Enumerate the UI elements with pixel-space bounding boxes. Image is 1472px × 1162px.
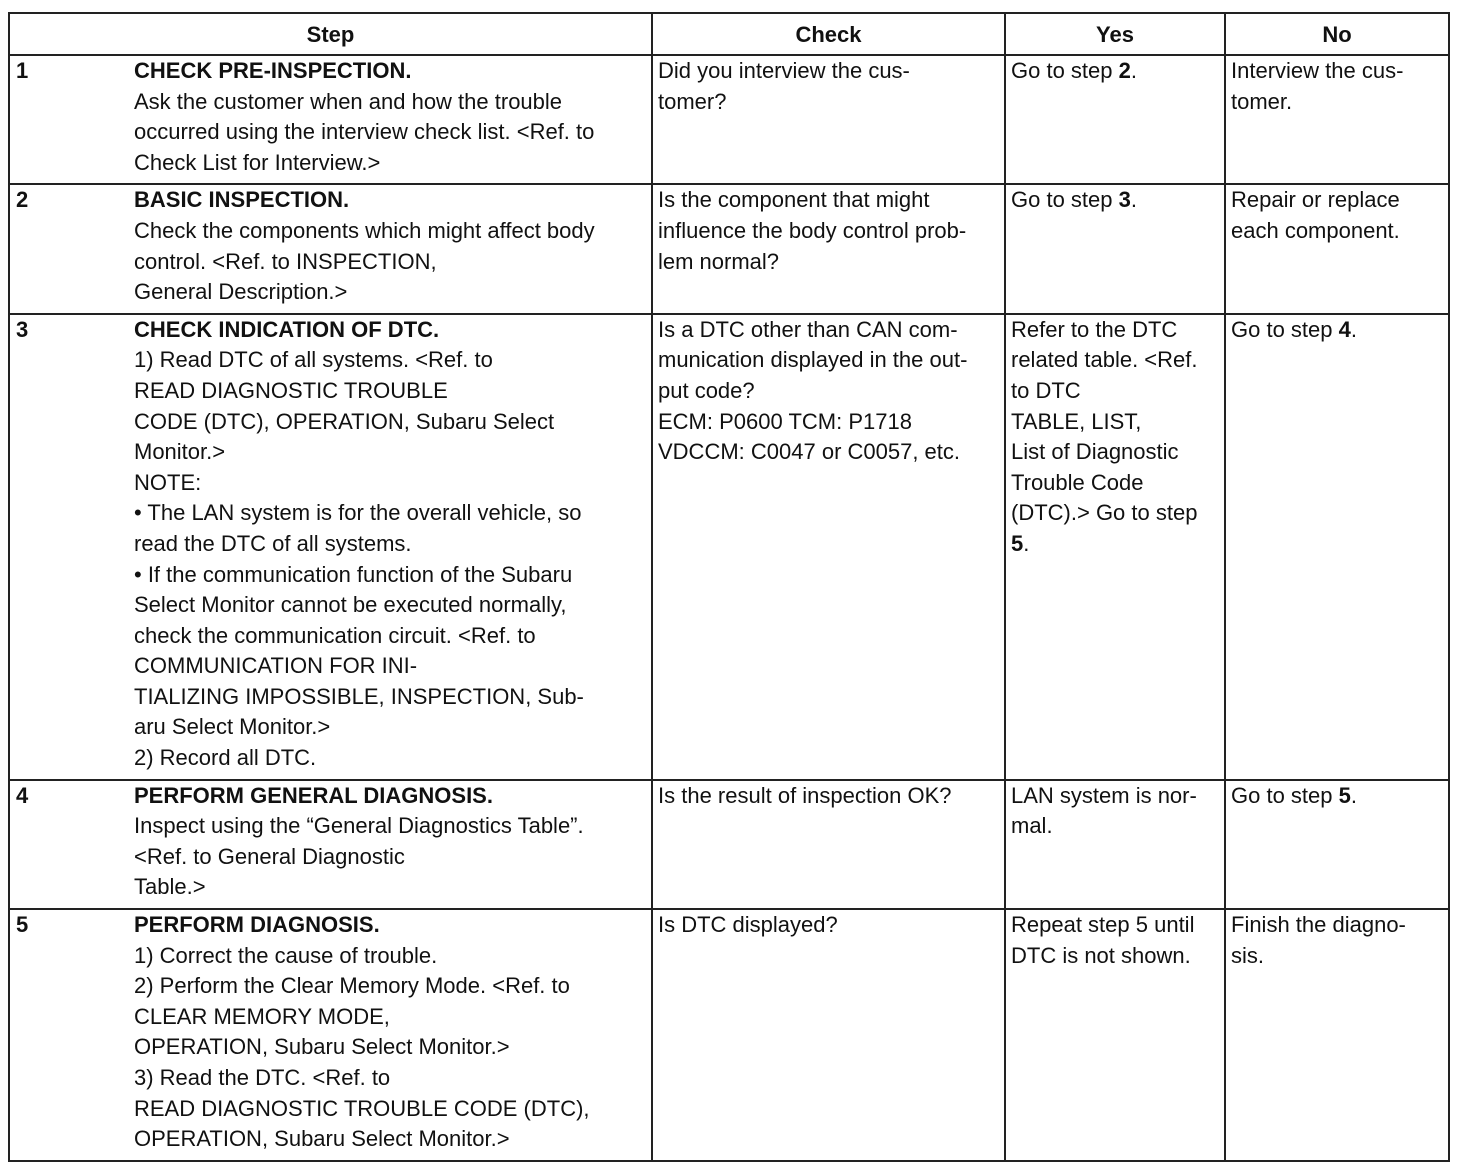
no-text: sis. <box>1231 942 1264 968</box>
step-cell <box>9 780 652 909</box>
no-text: Go to step <box>1231 782 1339 808</box>
header-check: Check <box>652 13 1005 55</box>
step-text: General Description.> <box>134 279 348 305</box>
step-cell <box>9 909 652 1161</box>
header-step: Step <box>9 13 652 55</box>
step-text: 1) Read DTC of all systems. <Ref. to <box>134 347 493 373</box>
step-number: 3 <box>16 316 29 342</box>
yes-text: List of Diagnostic <box>1011 439 1179 465</box>
step-cell <box>9 314 652 780</box>
diagnostic-table <box>8 12 1450 1162</box>
step-text: Monitor.> <box>134 439 226 465</box>
check-cell <box>652 780 1005 909</box>
note-text: check the communication circuit. <Ref. to <box>134 622 536 648</box>
no-cell <box>1225 780 1449 909</box>
table-header-row <box>9 13 1449 55</box>
check-text: ECM: P0600 TCM: P1718 <box>658 408 912 434</box>
yes-text: mal. <box>1011 813 1053 839</box>
yes-text: Trouble Code <box>1011 469 1144 495</box>
step-cell <box>9 184 652 313</box>
table-row <box>9 184 1449 313</box>
check-text: Is the result of inspection OK? <box>658 782 952 808</box>
table-row <box>9 314 1449 780</box>
yes-step-number: 5 <box>1011 530 1024 556</box>
no-text: Interview the cus- <box>1231 58 1404 83</box>
step-text: Inspect using the “General Diagnostics Table”. <box>134 813 584 839</box>
yes-text: DTC is not shown. <box>1011 942 1191 968</box>
no-text: tomer. <box>1231 88 1293 114</box>
step-text: OPERATION, Subaru Select Monitor.> <box>134 1034 510 1060</box>
step-text: 3) Read the DTC. <Ref. to <box>134 1065 391 1090</box>
yes-text: related table. <Ref. <box>1011 347 1198 373</box>
yes-text-end: . <box>1023 530 1030 556</box>
check-text: lem normal? <box>658 248 780 274</box>
no-text: each component. <box>1231 217 1400 243</box>
check-text: Is DTC displayed? <box>658 912 838 938</box>
header-no: No <box>1225 13 1449 55</box>
step-number: 2 <box>16 187 29 213</box>
note-text: • If the communication function of the Subaru <box>134 561 573 587</box>
step-number: 1 <box>16 58 29 83</box>
yes-text: Refer to the DTC <box>1011 316 1178 342</box>
check-text: Is the component that might <box>658 187 930 213</box>
check-text: VDCCM: C0047 or C0057, etc. <box>658 439 961 465</box>
yes-step-number: 2 <box>1118 58 1131 83</box>
step-text: READ DIAGNOSTIC TROUBLE CODE (DTC), <box>134 1095 590 1121</box>
yes-cell <box>1005 314 1225 780</box>
note-text: TIALIZING IMPOSSIBLE, INSPECTION, Sub- <box>134 683 584 709</box>
step-text: READ DIAGNOSTIC TROUBLE <box>134 377 448 403</box>
table-row <box>9 909 1449 1161</box>
check-text: put code? <box>658 377 755 403</box>
step-cell <box>9 55 652 184</box>
yes-text-end: . <box>1130 187 1137 213</box>
note-text: aru Select Monitor.> <box>134 714 331 740</box>
step-number: 4 <box>16 782 29 808</box>
table-row <box>9 780 1449 909</box>
note-label: NOTE: <box>134 469 202 495</box>
no-cell <box>1225 55 1449 184</box>
check-cell <box>652 55 1005 184</box>
check-text: Is a DTC other than CAN com- <box>658 316 958 342</box>
yes-text: to DTC <box>1011 377 1081 403</box>
check-text: munication displayed in the out- <box>658 347 968 373</box>
step-text: control. <Ref. to INSPECTION, <box>134 248 437 274</box>
yes-text: Repeat step 5 until <box>1011 912 1195 938</box>
step-text: Ask the customer when and how the trouble <box>134 88 563 114</box>
step-text: occurred using the interview check list. <Ref. to <box>134 119 595 145</box>
yes-text: (DTC).> Go to step <box>1011 500 1198 526</box>
check-text: tomer? <box>658 88 727 114</box>
step-title: PERFORM GENERAL DIAGNOSIS. <box>134 782 493 808</box>
step-number: 5 <box>16 912 29 938</box>
yes-cell <box>1005 780 1225 909</box>
yes-step-number: 3 <box>1118 187 1131 213</box>
check-cell <box>652 314 1005 780</box>
note-text: • The LAN system is for the overall vehicle, so <box>134 500 582 526</box>
step-title: CHECK PRE-INSPECTION. <box>134 58 412 83</box>
step-text: <Ref. to General Diagnostic <box>134 843 405 869</box>
step-title: CHECK INDICATION OF DTC. <box>134 316 440 342</box>
no-text-end: . <box>1350 316 1357 342</box>
diagnostic-procedure <box>8 12 1450 1162</box>
note-text: read the DTC of all systems. <box>134 530 412 556</box>
step-text: CODE (DTC), OPERATION, Subaru Select <box>134 408 555 434</box>
check-cell <box>652 909 1005 1161</box>
no-text: Go to step <box>1231 316 1339 342</box>
no-text: Finish the diagno- <box>1231 912 1406 938</box>
step-text: Check List for Interview.> <box>134 149 381 175</box>
yes-cell <box>1005 909 1225 1161</box>
no-text: Repair or replace <box>1231 187 1400 213</box>
note-text: Select Monitor cannot be executed normally, <box>134 592 567 618</box>
table-row <box>9 55 1449 184</box>
step-title: BASIC INSPECTION. <box>134 187 350 213</box>
step-text: OPERATION, Subaru Select Monitor.> <box>134 1126 510 1152</box>
yes-cell <box>1005 55 1225 184</box>
step-text: CLEAR MEMORY MODE, <box>134 1003 390 1029</box>
yes-text: TABLE, LIST, <box>1011 408 1142 434</box>
check-text: influence the body control prob- <box>658 217 967 243</box>
yes-text: Go to step <box>1011 187 1119 213</box>
no-cell <box>1225 314 1449 780</box>
yes-cell <box>1005 184 1225 313</box>
no-cell <box>1225 184 1449 313</box>
no-step-number: 5 <box>1338 782 1351 808</box>
no-cell <box>1225 909 1449 1161</box>
step-text: 2) Record all DTC. <box>134 745 317 771</box>
yes-text: Go to step <box>1011 58 1119 83</box>
yes-text-end: . <box>1130 58 1137 83</box>
note-text: COMMUNICATION FOR INI- <box>134 653 418 679</box>
step-text: Check the components which might affect body <box>134 217 595 243</box>
step-title: PERFORM DIAGNOSIS. <box>134 912 380 938</box>
no-step-number: 4 <box>1338 316 1351 342</box>
check-text: Did you interview the cus- <box>658 58 910 83</box>
step-text: Table.> <box>134 874 206 900</box>
yes-text: LAN system is nor- <box>1011 782 1197 808</box>
header-yes: Yes <box>1005 13 1225 55</box>
no-text-end: . <box>1350 782 1357 808</box>
step-text: 1) Correct the cause of trouble. <box>134 942 438 968</box>
check-cell <box>652 184 1005 313</box>
step-text: 2) Perform the Clear Memory Mode. <Ref. to <box>134 973 570 999</box>
